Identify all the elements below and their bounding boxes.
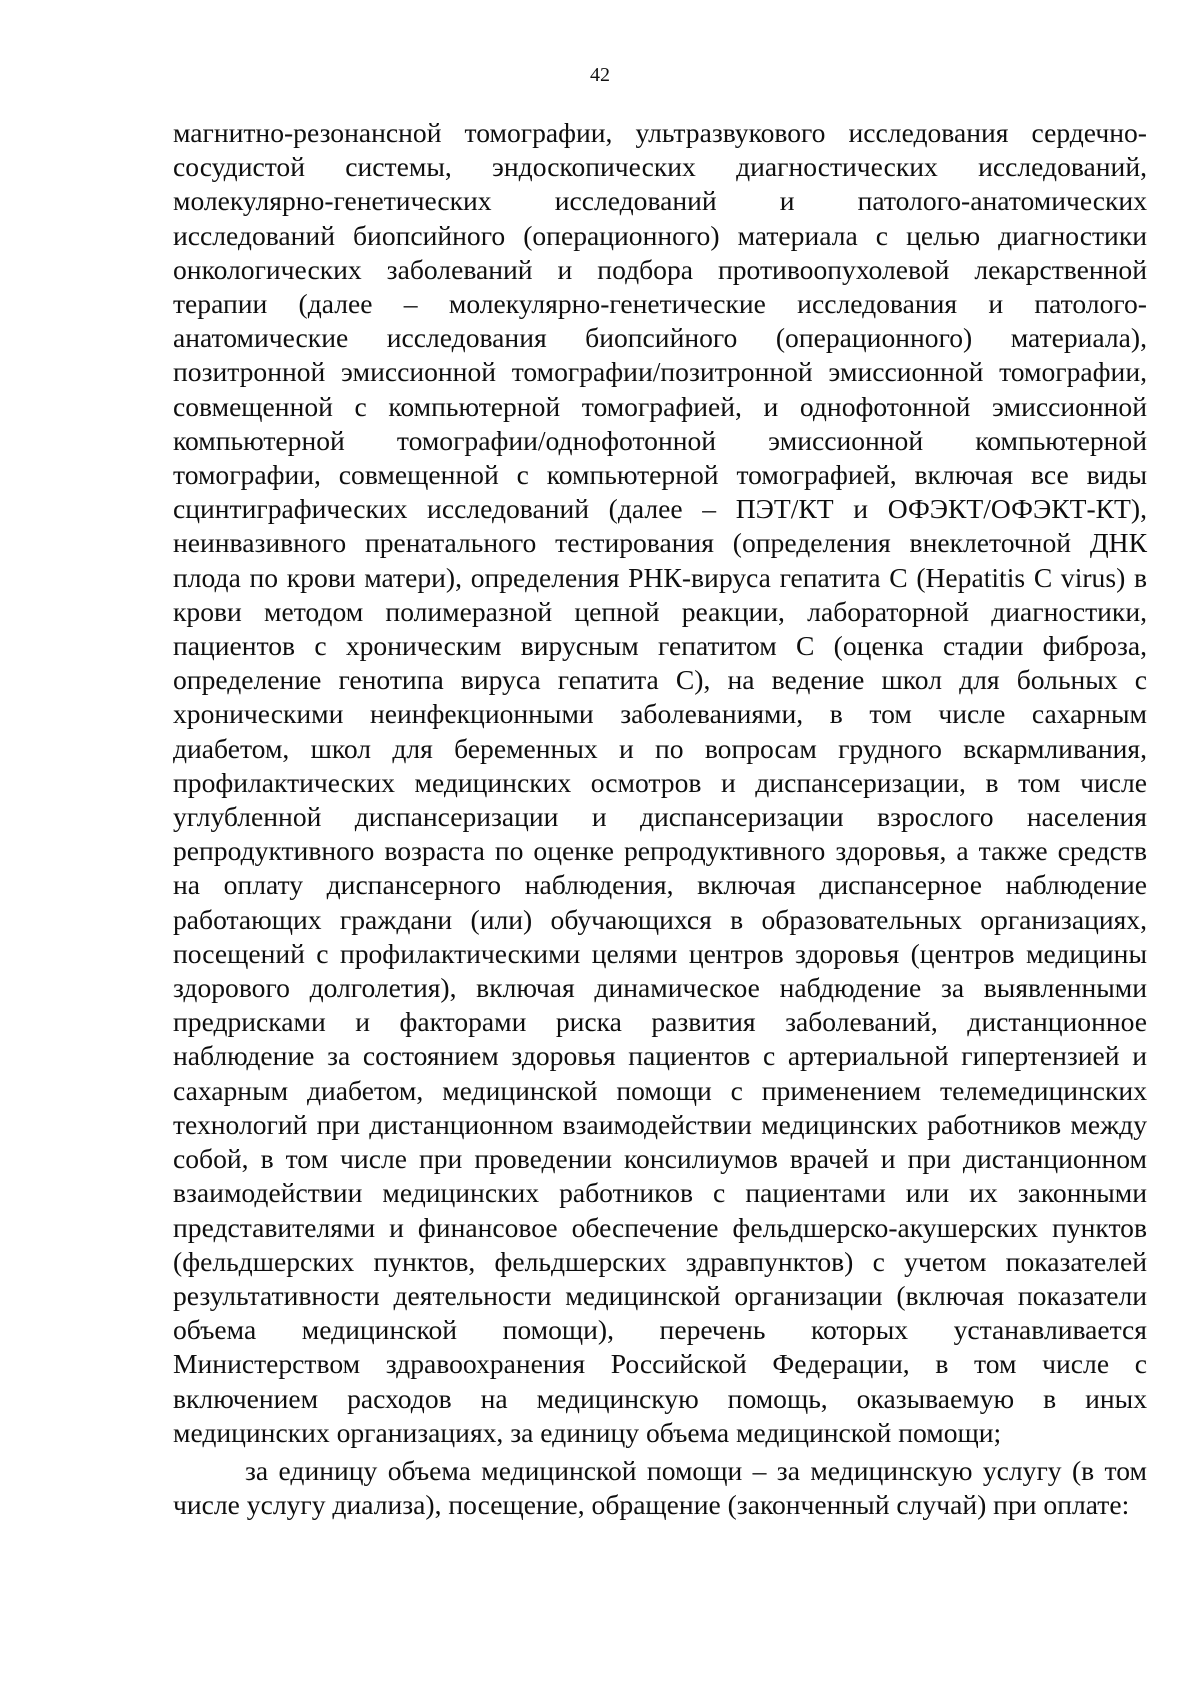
paragraph-unit-of-care: за единицу объема медицинской помощи – за медицинскую услугу (в том числе услугу диализа), посещение, обращение (законченный случай) при оплате: — [173, 1454, 1147, 1521]
page-number: 42 — [590, 64, 610, 86]
paragraph-continuation: магнитно-резонансной томографии, ультразвукового исследования сердечно-сосудистой системы, эндоскопических диагностических исследований, молекулярно-генетических исследований и патолого-анатомических исследований биопсийного (операционного) материала с целью диагностики онкологических заболеваний и подбора противоопухолевой лекарственной терапии (далее – молекулярно-генетические исследования и патолого-анатомические исследования биопсийного (операционного) материала), позитронной эмиссионной томографии/позитронной эмиссионной томографии, совмещенной с компьютерной томографией, и однофотонной эмиссионной компьютерной томографии/однофотонной эмиссионной компьютерной томографии, совмещенной с компьютерной томографией, включая все виды сцинтиграфических исследований (далее – ПЭТ/КТ и ОФЭКТ/ОФЭКТ-КТ), неинвазивного пренатального тестирования (определения внеклеточной ДНК плода по крови матери), определения РНК-вируса гепатита С (Hepatitis C virus) в крови методом полимеразной цепной реакции, лабораторной диагностики, пациентов с хроническим вирусным гепатитом С (оценка стадии фиброза, определение генотипа вируса гепатита С), на ведение школ для больных с хроническими неинфекционными заболеваниями, в том числе сахарным диабетом, школ для беременных и по вопросам грудного вскармливания, профилактических медицинских осмотров и диспансеризации, в том числе углубленной диспансеризации и диспансеризации взрослого населения репродуктивного возраста по оценке репродуктивного здоровья, а также средств на оплату диспансерного наблюдения, включая диспансерное наблюдение работающих граждани (или) обучающихся в образовательных организациях, посещений с профилактическими целями центров здоровья (центров медицины здорового долголетия), включая динамическое набдюдение за выявленными предрисками и факторами риска развития заболеваний, дистанционное наблюдение за состоянием здоровья пациентов с артериальной гипертензией и сахарным диабетом, медицинской помощи с применением телемедицинских технологий при дистанционном взаимодействии медицинских работников между собой, в том числе при проведении консилиумов врачей и при дистанционном взаимодействии медицинских работников с пациентами или их законными представителями и финансовое обеспечение фельдшерско-акушерских пунктов (фельдшерских пунктов, фельдшерских здравпунктов) с учетом показателей результативности деятельности медицинской организации (включая показатели объема медицинской помощи), перечень которых устанавливается Министерством здравоохранения Российской Федерации, в том числе с включением расходов на медицинскую помощь, оказываемую в иных медицинских организациях, за единицу объема медицинской помощи; — [173, 117, 1147, 1448]
document-body — [173, 116, 1147, 1522]
